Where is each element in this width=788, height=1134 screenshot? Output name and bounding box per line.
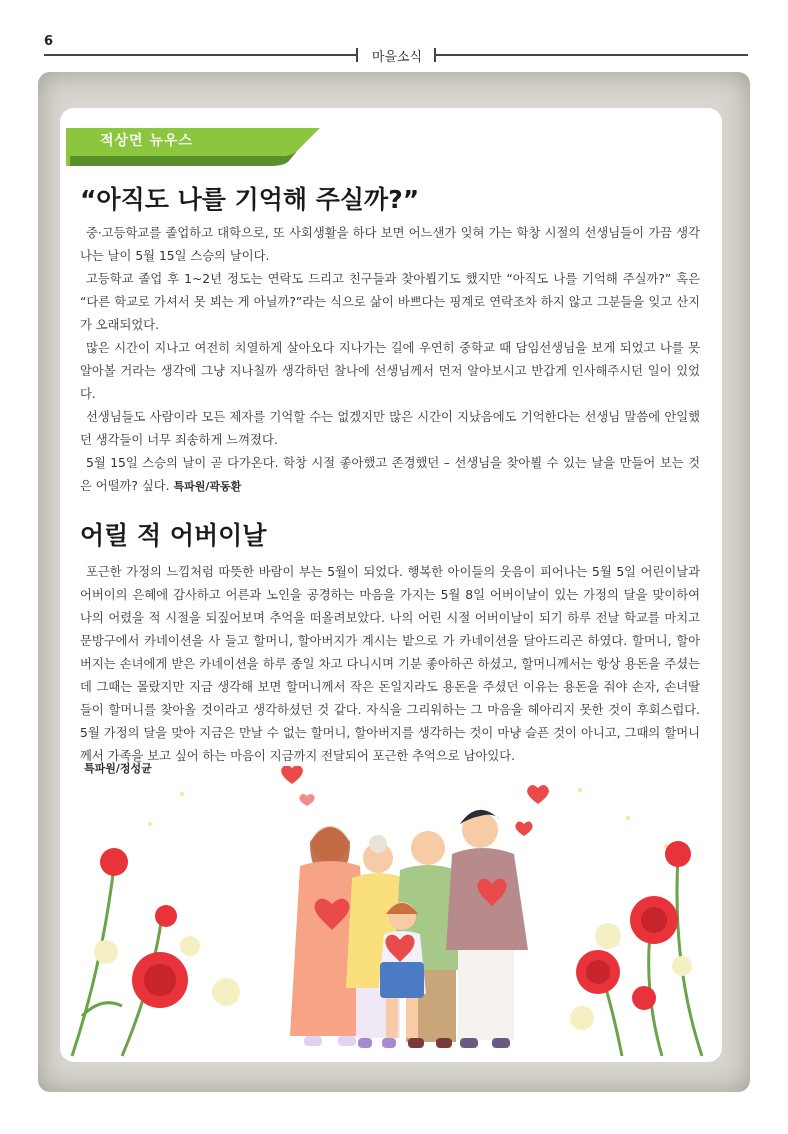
article1-paragraph-text: 5월 15일 스승의 날이 곧 다가온다. 학창 시절 좋아했고 존경했던 – 선생님을 찾아뵐 수 있는 날을 만들어 보는 것은 어떨까? 싶다. <box>80 456 700 493</box>
carnation-left <box>72 848 240 1056</box>
article2-body <box>80 561 700 768</box>
heart-icon <box>281 766 549 836</box>
banner-label: 적상면 뉴우스 <box>100 133 194 149</box>
header-rule-left <box>44 54 356 56</box>
father-figure <box>446 810 528 1048</box>
article2-paragraph: 포근한 가정의 느낌처럼 따뜻한 바람이 부는 5월이 되었다. 행복한 아이들의 웃음이 피어나는 5월 5일 어린이날과 어버이의 은혜에 감사하고 어른과 노인을 공경하는 마음을 가지는 5월 8일 어버이날이 있는 가정의 달을 맞이하여 나의 어렸을 적 시절을 되짚어보며 추억을 떠올려보았다. 나의 어린 시절 어버이날이 되기 하루 전날 학교를 마치고 문방구에서 카네이션을 사 들고 할머니, 할아버지가 계시는 밭으로 가 카네이션을 달아드리곤 하였다. 할머니, 할아버지는 손녀에게 받은 카네이션을 하루 종일 차고 다니시며 기분 좋아하곤 하셨고, 할머니께서는 항상 용돈을 주셨는데 그때는 몰랐지만 지금 생각해 보면 할머니께서 작은 돈일지라도 용돈을 주셨던 이유는 용돈을 줘야 손자, 손녀딸들이 할머니를 찾아올 것이라고 생각하셨던 것 같다. 자식을 그리워하는 그 마음을 헤아리지 못한 것이 후회스럽다. 5월 가정의 달을 맞아 지금은 만날 수 없는 할머니, 할아버지를 생각하는 것이 마냥 슬픈 것이 아니고, 그때의 할머니께서 가족을 보고 싶어 하는 마음이 지금까지 전달되어 포근한 추억으로 남아있다. <box>80 565 700 763</box>
article2-byline: 특파원/정성균 <box>84 762 152 775</box>
article1-paragraph: 많은 시간이 지나고 여전히 치열하게 살아오다 지나가는 길에 우연히 중학교 때 담임선생님을 보게 되었고 나를 못 알아볼 거라는 생각에 그냥 지나칠까 생각하던 찰나에 선생님께서 먼저 알아보시고 반갑게 인사해주시던 일이 있었다. <box>80 341 700 401</box>
article1-title: “아직도 나를 기억해 주실까?” <box>80 185 420 214</box>
article1-body <box>80 222 700 498</box>
page-number: 6 <box>44 34 54 49</box>
article1-paragraph <box>80 452 700 498</box>
article1-byline: 특파원/곽동환 <box>173 480 242 493</box>
header-tick-left <box>356 48 358 62</box>
section-title: 마을소식 <box>371 50 423 65</box>
article1-paragraph: 중·고등학교를 졸업하고 대학으로, 또 사회생활을 하다 보면 어느샌가 잊혀 가는 학창 시절의 선생님들이 가끔 생각나는 날이 5월 15일 스승의 날이다. <box>80 226 700 263</box>
article1-paragraph: 선생님들도 사람이라 모든 제자를 기억할 수는 없겠지만 많은 시간이 지났음에도 기억한다는 선생님 말씀에 안일했던 생각들이 너무 죄송하게 느껴졌다. <box>80 410 700 447</box>
header-rule-right <box>436 54 748 56</box>
carnation-right <box>570 841 702 1056</box>
article1-paragraph: 고등학교 졸업 후 1~2년 정도는 연락도 드리고 친구들과 찾아뵙기도 했지만 “아직도 나를 기억해 주실까?” 혹은 “다른 학교로 가셔서 못 뵈는 게 아닐까?”라는 식으로 삶이 바쁘다는 핑계로 연락조차 하지 않고 그분들을 잊고 산지가 오래되었다. <box>80 272 700 332</box>
family-carnation-illustration <box>62 766 722 1058</box>
article2-title: 어릴 적 어버이날 <box>80 521 267 550</box>
